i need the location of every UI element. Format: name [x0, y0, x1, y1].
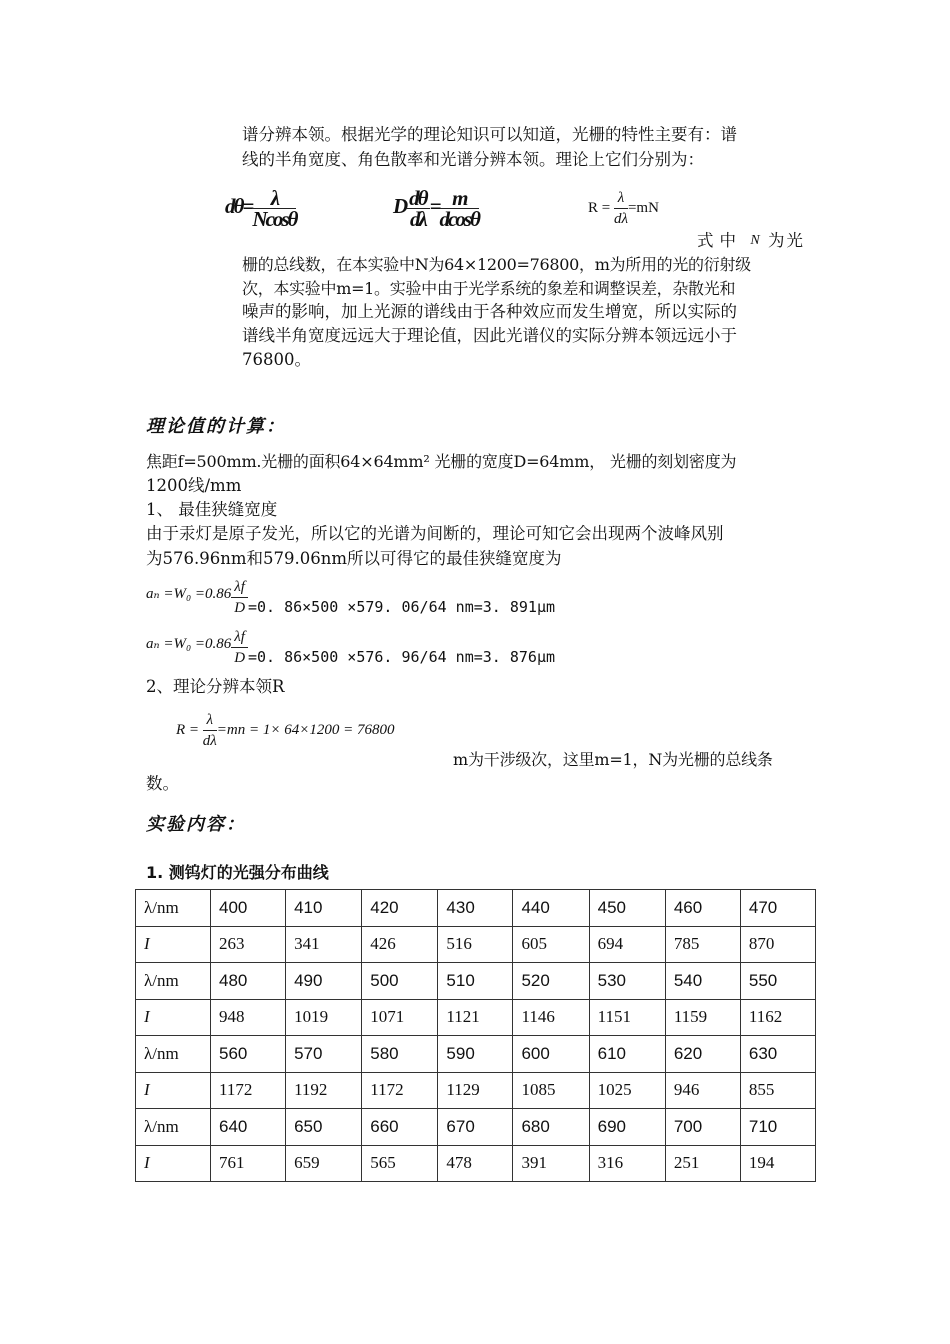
formula-half-width-lhs: dθ= — [225, 194, 253, 219]
lambda-cell: 570 — [286, 1036, 362, 1073]
formula-dispersion-den1: dλ — [409, 207, 426, 231]
formula-half-width-num: λ — [252, 188, 296, 209]
intro-line-8: 76800。 — [242, 350, 311, 369]
intro-line-1: 谱分辨本领。根据光学的理论知识可以知道，光栅的特性主要有：谱 — [242, 125, 737, 144]
intensity-cell: 1121 — [438, 999, 513, 1036]
formula-dispersion-num1: dθ — [406, 188, 429, 209]
formula-half-width — [225, 188, 296, 229]
intro-line-3 — [697, 229, 805, 253]
rp-eq-den: dλ — [202, 733, 217, 749]
lambda-cell: 680 — [513, 1109, 589, 1146]
lambda-cell: 560 — [211, 1036, 286, 1073]
lambda-cell: 480 — [211, 963, 286, 1000]
intensity-cell: 516 — [438, 926, 513, 963]
lambda-cell: 700 — [665, 1109, 740, 1146]
lambda-cell: 450 — [589, 890, 665, 927]
formula-half-width-den: Ncosθ — [252, 207, 297, 231]
intensity-cell: 1192 — [286, 1072, 362, 1109]
slit-eq-2-lhs: aₙ =W₀ =0.86 — [146, 636, 232, 652]
calc-heading: 理论值的计算： — [146, 416, 286, 437]
intensity-cell: 1085 — [513, 1072, 589, 1109]
formula-dispersion — [393, 188, 479, 229]
intensity-cell: 1172 — [362, 1072, 438, 1109]
slit-eq-1-den: D — [234, 600, 246, 616]
lambda-cell: 410 — [286, 890, 362, 927]
intensity-cell: 1129 — [438, 1072, 513, 1109]
intensity-cell: 565 — [362, 1145, 438, 1182]
formula-resolving-num: λ — [614, 188, 628, 209]
experiment-subtitle: 1. 测钨灯的光强分布曲线 — [146, 863, 329, 882]
table-row-intensity-4 — [136, 1145, 816, 1182]
rp-eq-rhs: =mn = 1× 64×1200 = 76800 — [216, 721, 395, 738]
lambda-cell: 650 — [286, 1109, 362, 1146]
intensity-cell: 341 — [286, 926, 362, 963]
rp-eq-num: λ — [203, 710, 217, 731]
intensity-cell: 1071 — [362, 999, 438, 1036]
calc-line-4: 为576.96nm和579.06nm所以可得它的最佳狭缝宽度为 — [146, 549, 562, 568]
lambda-label: λ/nm — [136, 890, 211, 927]
intro-line-2: 线的半角宽度、角色散率和光谱分辨本领。理论上它们分别为： — [242, 150, 704, 169]
lambda-cell: 660 — [362, 1109, 438, 1146]
formula-resolving-power — [588, 188, 659, 229]
lambda-cell: 630 — [740, 1036, 815, 1073]
formula-resolving-rhs: =mN — [627, 199, 659, 216]
intro-line-3-symbol: N — [750, 233, 760, 248]
intensity-cell: 1172 — [211, 1072, 286, 1109]
resolving-power-eq — [176, 710, 395, 751]
calc-line-5: m为干涉级次，这里m=1，N为光栅的总线条 — [453, 750, 773, 769]
intensity-cell: 263 — [211, 926, 286, 963]
lambda-cell: 550 — [740, 963, 815, 1000]
rp-eq-lhs: R = — [176, 721, 200, 738]
lambda-cell: 600 — [513, 1036, 589, 1073]
lambda-cell: 460 — [665, 890, 740, 927]
table-row-intensity-3 — [136, 1072, 816, 1109]
intensity-cell: 785 — [665, 926, 740, 963]
formula-dispersion-den2: dcosθ — [439, 207, 479, 231]
lambda-label: λ/nm — [136, 1109, 211, 1146]
intensity-cell: 694 — [589, 926, 665, 963]
lambda-cell: 530 — [589, 963, 665, 1000]
intro-line-7: 谱线半角宽度远远大于理论值，因此光谱仪的实际分辨本领远远小于 — [242, 326, 737, 345]
intensity-cell: 426 — [362, 926, 438, 963]
formula-dispersion-eq: = — [429, 194, 440, 219]
lambda-cell: 420 — [362, 890, 438, 927]
lambda-cell: 520 — [513, 963, 589, 1000]
calc-line-2: 1200线/mm — [146, 476, 242, 495]
lambda-label: λ/nm — [136, 963, 211, 1000]
intensity-cell: 761 — [211, 1145, 286, 1182]
lambda-cell: 620 — [665, 1036, 740, 1073]
slit-eq-1-rhs: =0. 86×500 ×579. 06/64 nm=3. 891μm — [247, 598, 556, 616]
calc-line-6: 数。 — [146, 774, 179, 793]
lambda-cell: 610 — [589, 1036, 665, 1073]
lambda-cell: 510 — [438, 963, 513, 1000]
intensity-cell: 1019 — [286, 999, 362, 1036]
lambda-cell: 640 — [211, 1109, 286, 1146]
table-row-lambda-3 — [136, 1036, 816, 1073]
formula-resolving-den: dλ — [613, 211, 628, 227]
intensity-cell: 391 — [513, 1145, 589, 1182]
intro-line-5: 次，本实验中m=1。实验中由于光学系统的象差和调整误差，杂散光和 — [242, 279, 736, 298]
lambda-cell: 590 — [438, 1036, 513, 1073]
lambda-cell: 670 — [438, 1109, 513, 1146]
intensity-cell: 478 — [438, 1145, 513, 1182]
slit-eq-2-rhs: =0. 86×500 ×576. 96/64 nm=3. 876μm — [247, 648, 556, 666]
lambda-cell: 690 — [589, 1109, 665, 1146]
intensity-cell: 1146 — [513, 999, 589, 1036]
lambda-cell: 400 — [211, 890, 286, 927]
slit-eq-2-num: λf — [231, 627, 248, 648]
intensity-label: I — [136, 926, 211, 963]
intensity-cell: 946 — [665, 1072, 740, 1109]
slit-eq-2-den: D — [234, 650, 246, 666]
intro-line-3-end: 为光 — [768, 231, 805, 250]
intensity-cell: 251 — [665, 1145, 740, 1182]
intensity-cell: 605 — [513, 926, 589, 963]
formula-dispersion-lhs: D — [393, 194, 407, 219]
intensity-cell: 316 — [589, 1145, 665, 1182]
intensity-label: I — [136, 1072, 211, 1109]
intensity-label: I — [136, 1145, 211, 1182]
lambda-cell: 580 — [362, 1036, 438, 1073]
tungsten-intensity-table — [135, 889, 816, 1182]
calc-item-2: 2、理论分辨本领R — [146, 677, 285, 696]
slit-eq-1-lhs: aₙ =W₀ =0.86 — [146, 586, 232, 602]
lambda-cell: 490 — [286, 963, 362, 1000]
intensity-cell: 948 — [211, 999, 286, 1036]
table-row-intensity-2 — [136, 999, 816, 1036]
intro-line-3-tail: 式中 — [697, 231, 742, 250]
experiment-heading: 实验内容： — [146, 814, 246, 835]
intro-line-6: 噪声的影响，加上光源的谱线由于各种效应而发生增宽，所以实际的 — [242, 302, 737, 321]
calc-line-3: 由于汞灯是原子发光，所以它的光谱为间断的，理论可知它会出现两个波峰风别 — [146, 524, 724, 543]
calc-item-1: 1、 最佳狭缝宽度 — [146, 500, 278, 519]
lambda-label: λ/nm — [136, 1036, 211, 1073]
slit-width-eq-2 — [146, 627, 555, 668]
intensity-cell: 659 — [286, 1145, 362, 1182]
table-row-intensity-1 — [136, 926, 816, 963]
slit-width-eq-1 — [146, 577, 555, 618]
intensity-cell: 194 — [740, 1145, 815, 1182]
table-row-lambda-4 — [136, 1109, 816, 1146]
calc-line-1: 焦距f=500mm.光栅的面积64×64mm² 光栅的宽度D=64mm， 光栅的刻划密度为 — [146, 452, 737, 471]
intensity-cell: 1025 — [589, 1072, 665, 1109]
intensity-cell: 855 — [740, 1072, 815, 1109]
intensity-cell: 1151 — [589, 999, 665, 1036]
lambda-cell: 470 — [740, 890, 815, 927]
table-row-lambda-1 — [136, 890, 816, 927]
lambda-cell: 440 — [513, 890, 589, 927]
intensity-cell: 870 — [740, 926, 815, 963]
formula-dispersion-num2: m — [440, 188, 479, 209]
intensity-cell: 1162 — [740, 999, 815, 1036]
formula-resolving-lhs: R = — [588, 199, 611, 216]
intro-line-4: 栅的总线数，在本实验中N为64×1200=76800，m为所用的光的衍射级 — [242, 255, 751, 274]
lambda-cell: 500 — [362, 963, 438, 1000]
intensity-label: I — [136, 999, 211, 1036]
table-row-lambda-2 — [136, 963, 816, 1000]
intensity-cell: 1159 — [665, 999, 740, 1036]
lambda-cell: 430 — [438, 890, 513, 927]
lambda-cell: 540 — [665, 963, 740, 1000]
slit-eq-1-num: λf — [231, 577, 248, 598]
lambda-cell: 710 — [740, 1109, 815, 1146]
